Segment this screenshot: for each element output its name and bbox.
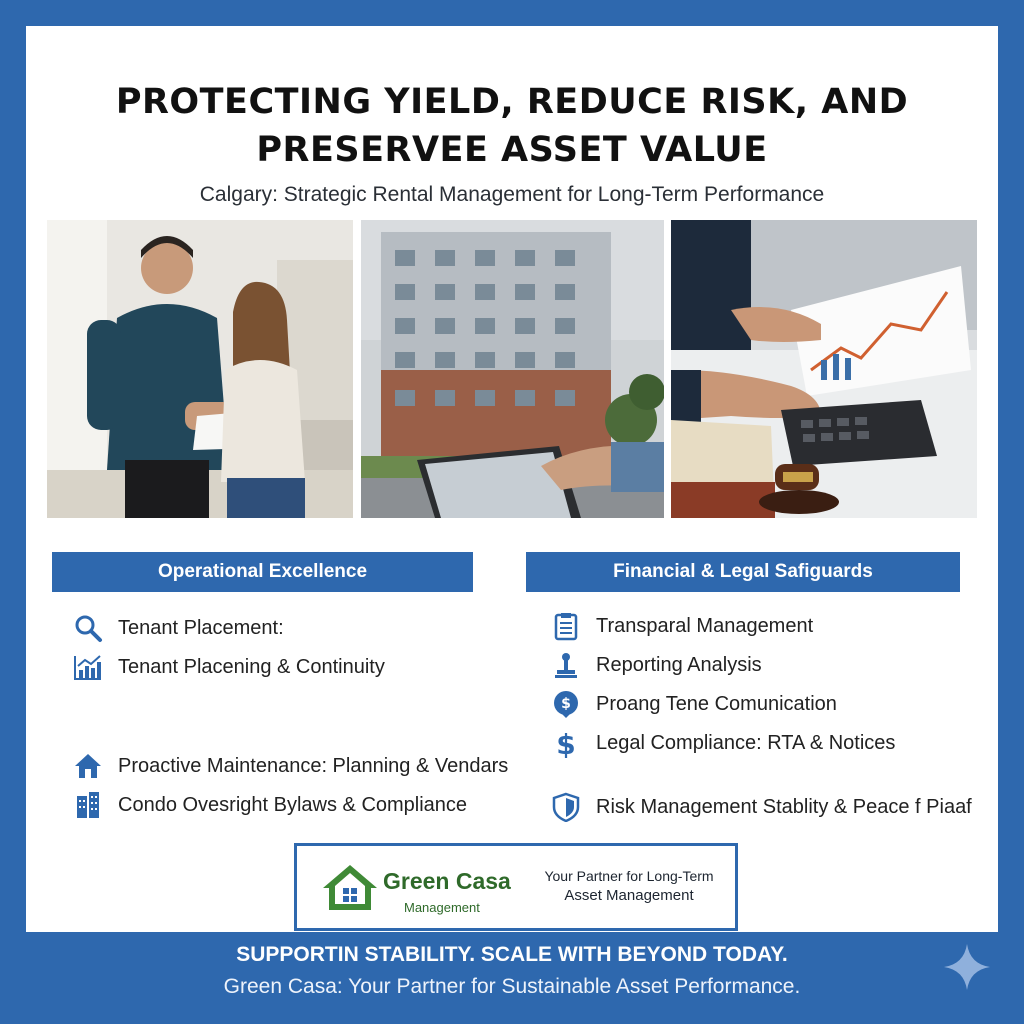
logo-box — [294, 843, 738, 931]
house-icon — [72, 750, 104, 782]
logo-tagline-line-2: Asset Management — [564, 887, 694, 904]
list-item — [550, 727, 895, 759]
photo-manager-with-tenant — [47, 220, 353, 518]
list-item-label: Legal Compliance: RTA & Notices — [596, 731, 896, 754]
building-icon — [72, 789, 104, 821]
list-item — [72, 750, 508, 782]
search-icon — [72, 612, 104, 644]
logo-subname: Management — [404, 900, 480, 915]
infographic-card — [26, 26, 998, 932]
list-item-label: Proang Tene Comunication — [596, 692, 837, 715]
list-item-label: Proactive Maintenance: Planning & Vendars — [118, 754, 509, 777]
dollar-badge-icon — [550, 688, 582, 720]
list-item — [550, 649, 762, 681]
list-item — [550, 610, 813, 642]
bar-chart-icon — [72, 651, 104, 683]
dollar-icon — [550, 727, 582, 759]
list-item-label: Tenant Placening & Continuity — [118, 655, 385, 678]
footer-slogan: SUPPORTIN STABILITY. SCALE WITH BEYOND TODAY. — [236, 943, 788, 966]
clipboard-icon — [550, 610, 582, 642]
list-item-label: Tenant Placement: — [118, 616, 284, 639]
logo-name: Green Casa — [383, 868, 511, 894]
list-item-label: Risk Management Stablity & Peace f Piaaf — [596, 795, 972, 818]
shield-icon — [550, 791, 582, 823]
house-logo-icon — [321, 862, 379, 912]
list-item — [72, 651, 385, 683]
photo-apartment-building-tablet — [361, 220, 664, 518]
list-item-label: Reporting Analysis — [596, 653, 762, 676]
list-item-label: Condo Ovesright Bylaws & Compliance — [118, 793, 468, 816]
sparkle-icon — [942, 942, 992, 992]
stamp-icon — [550, 649, 582, 681]
footer-tagline: Green Casa: Your Partner for Sustainable Asset Performance. — [223, 975, 801, 998]
list-item — [72, 789, 467, 821]
page-title — [26, 78, 998, 174]
svg-text:$: $ — [556, 728, 576, 758]
section-heading-operational: Operational Excellence — [52, 552, 473, 592]
list-item — [550, 688, 837, 720]
list-item — [72, 612, 284, 644]
section-heading-financial: Financial & Legal Safiguards — [526, 552, 960, 592]
photo-financial-documents-calculator — [671, 220, 977, 518]
svg-text:$: $ — [561, 696, 571, 712]
list-item — [550, 791, 972, 823]
title-line-2: PRESERVEE ASSET VALUE — [256, 130, 768, 170]
page-subtitle: Calgary: Strategic Rental Management for Long-Term Performance — [199, 183, 825, 206]
logo-tagline-line-1: Your Partner for Long-Term — [544, 868, 714, 884]
title-line-1: PROTECTING YIELD, REDUCE RISK, AND — [115, 82, 909, 122]
list-item-label: Transparal Management — [596, 614, 814, 637]
